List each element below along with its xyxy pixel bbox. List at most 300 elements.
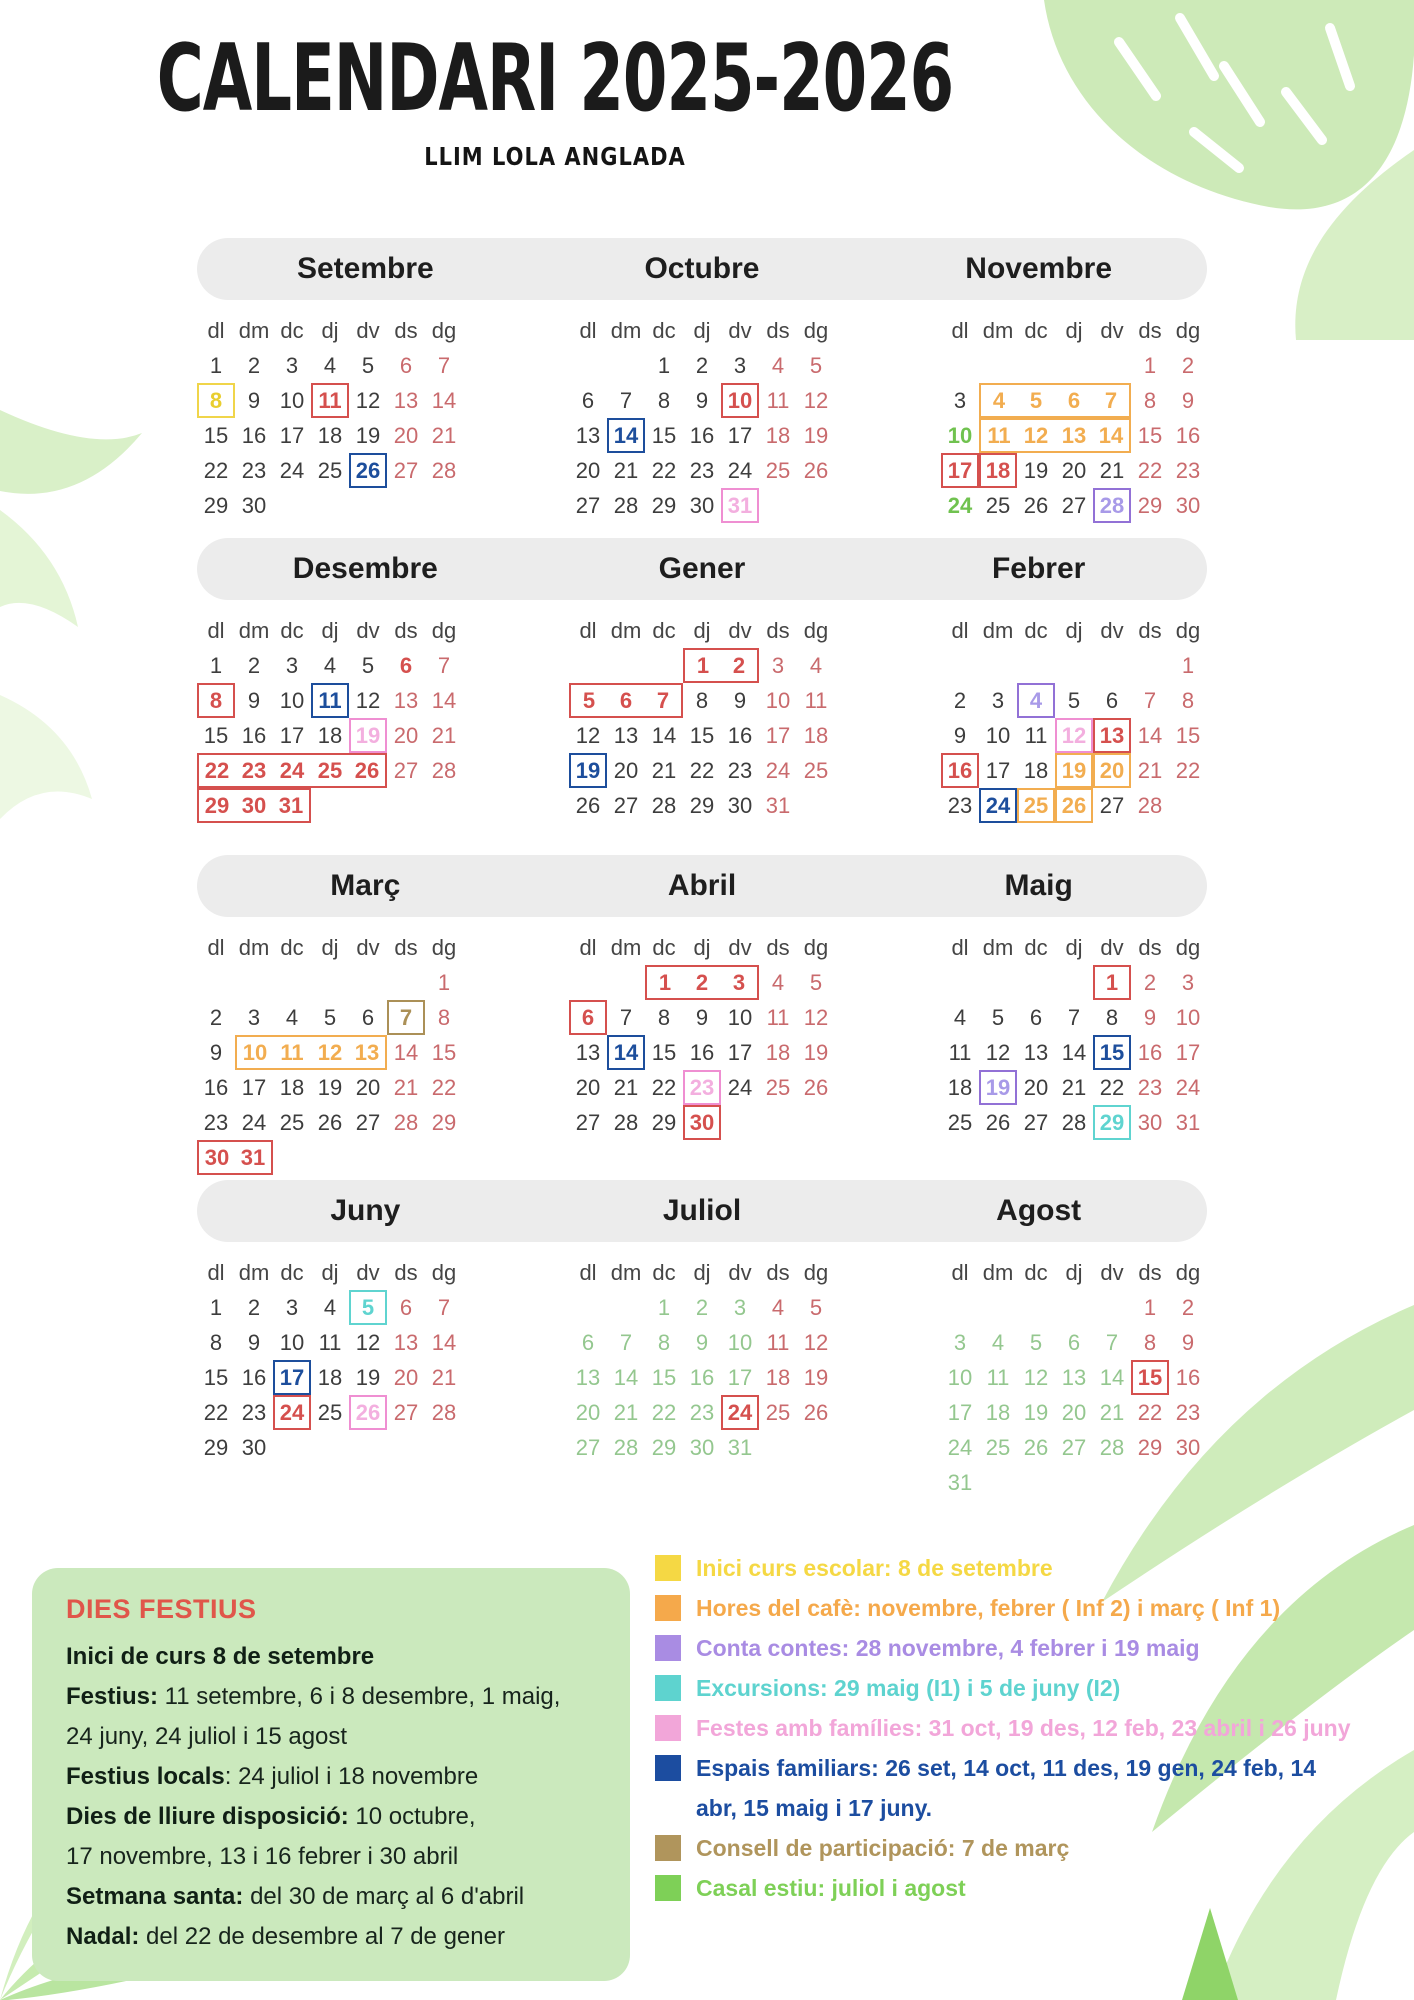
day-cell: 3 — [285, 1295, 299, 1320]
day-cell: 29 — [1137, 493, 1163, 518]
day-cell: 3 — [285, 353, 299, 378]
month-grid — [941, 613, 1207, 823]
festius-line — [66, 1757, 596, 1797]
empty-cell — [273, 965, 311, 1000]
day-cell: 13 — [613, 723, 639, 748]
day-header: dc — [1024, 935, 1048, 960]
day-cell: 5 — [361, 353, 375, 378]
month-grid — [197, 313, 463, 523]
day-header: dc — [652, 618, 676, 643]
day-cell: 1 — [209, 353, 223, 378]
calendar-row — [197, 538, 1207, 823]
day-header: dm — [238, 318, 270, 343]
empty-cell — [941, 1290, 979, 1325]
empty-cell — [607, 965, 645, 1000]
day-cell: 15 — [651, 1040, 677, 1065]
day-cell: 1 — [657, 1295, 671, 1320]
empty-cell — [941, 648, 979, 683]
day-header: ds — [766, 318, 790, 343]
day-cell: 14 — [613, 1365, 639, 1390]
empty-cell — [645, 648, 683, 683]
day-header: ds — [394, 935, 418, 960]
day-cell: 10 — [1175, 1005, 1201, 1030]
day-cell: 23 — [1175, 458, 1201, 483]
day-cell: 18 — [765, 1365, 791, 1390]
day-header: dm — [982, 618, 1014, 643]
day-header: ds — [1138, 318, 1162, 343]
festius-label: Festius locals — [66, 1763, 225, 1790]
day-header: dm — [982, 1260, 1014, 1285]
empty-cell — [569, 648, 607, 683]
day-cell: 6 — [581, 388, 595, 413]
legend-item — [655, 1588, 1363, 1628]
day-header: dl — [207, 1260, 225, 1285]
day-cell: 1 — [209, 653, 223, 678]
day-cell: 17 — [241, 1075, 267, 1100]
day-cell: 28 — [613, 1110, 639, 1135]
day-header: dl — [951, 318, 969, 343]
empty-cell — [979, 965, 1017, 1000]
day-cell: 23 — [947, 793, 973, 818]
day-header: dj — [1065, 618, 1083, 643]
day-cell: 13 — [349, 1035, 387, 1070]
day-cell: 8 — [437, 1005, 451, 1030]
day-cell: 15 — [203, 723, 229, 748]
day-cell: 17 — [273, 1360, 311, 1395]
day-cell: 20 — [355, 1075, 381, 1100]
day-cell: 29 — [1137, 1435, 1163, 1460]
day-cell: 29 — [651, 493, 677, 518]
empty-cell — [979, 1290, 1017, 1325]
legend-text: Casal estiu: juliol i agost — [696, 1875, 966, 1901]
day-cell: 17 — [279, 423, 305, 448]
day-cell: 10 — [985, 723, 1011, 748]
day-cell: 10 — [765, 688, 791, 713]
day-cell: 6 — [361, 1005, 375, 1030]
day-cell: 9 — [695, 1005, 709, 1030]
day-header: dg — [431, 618, 457, 643]
day-cell: 4 — [771, 353, 785, 378]
day-cell: 17 — [727, 1365, 753, 1390]
day-cell: 16 — [1137, 1040, 1163, 1065]
day-cell: 10 — [279, 1330, 305, 1355]
day-header: dg — [803, 618, 829, 643]
day-cell: 5 — [991, 1005, 1005, 1030]
day-cell: 20 — [1093, 753, 1131, 788]
day-cell: 14 — [607, 1035, 645, 1070]
empty-cell — [1055, 348, 1093, 383]
day-cell: 24 — [721, 1395, 759, 1430]
day-cell: 4 — [771, 1295, 785, 1320]
day-header: dj — [321, 318, 339, 343]
day-cell: 21 — [1061, 1075, 1087, 1100]
day-cell: 25 — [311, 753, 349, 788]
day-cell: 20 — [575, 1400, 601, 1425]
legend-text: Inici curs escolar: 8 de setembre — [696, 1555, 1053, 1581]
day-header: dv — [356, 935, 380, 960]
month-title: Octubre — [644, 252, 760, 285]
day-cell: 12 — [355, 1330, 381, 1355]
day-cell: 14 — [431, 1330, 457, 1355]
day-cell: 14 — [1061, 1040, 1087, 1065]
day-cell: 31 — [235, 1140, 273, 1175]
day-cell: 7 — [1105, 1330, 1119, 1355]
day-cell: 4 — [771, 970, 785, 995]
day-header: dv — [1100, 1260, 1124, 1285]
day-cell: 31 — [273, 788, 311, 823]
day-cell: 3 — [721, 965, 759, 1000]
month-header-band — [197, 1180, 1207, 1242]
festius-label: Setmana santa: — [66, 1883, 244, 1910]
day-cell: 29 — [651, 1110, 677, 1135]
day-header: dj — [693, 618, 711, 643]
empty-cell — [607, 348, 645, 383]
day-cell: 10 — [279, 388, 305, 413]
day-header: ds — [394, 1260, 418, 1285]
day-cell: 25 — [947, 1110, 973, 1135]
day-cell: 13 — [1055, 418, 1093, 453]
day-header: dg — [431, 1260, 457, 1285]
day-cell: 2 — [721, 648, 759, 683]
day-cell: 11 — [948, 1040, 972, 1065]
day-cell: 8 — [695, 688, 709, 713]
day-cell: 15 — [1137, 423, 1163, 448]
day-cell: 16 — [241, 723, 267, 748]
day-cell: 30 — [241, 1435, 267, 1460]
month-title: Desembre — [292, 552, 438, 585]
day-cell: 22 — [1137, 1400, 1163, 1425]
day-cell: 5 — [809, 970, 823, 995]
festius-label: Inici de curs 8 de setembre — [66, 1643, 375, 1670]
day-cell: 9 — [953, 723, 967, 748]
day-cell: 25 — [279, 1110, 305, 1135]
day-cell: 13 — [1061, 1365, 1087, 1390]
day-cell: 3 — [1181, 970, 1195, 995]
festius-line — [66, 1917, 596, 1957]
day-cell: 17 — [727, 423, 753, 448]
calendar-row — [197, 1180, 1207, 1500]
day-cell: 18 — [985, 1400, 1011, 1425]
day-cell: 28 — [651, 793, 677, 818]
day-cell: 28 — [431, 458, 457, 483]
day-cell: 18 — [803, 723, 829, 748]
day-header: dc — [652, 1260, 676, 1285]
legend-item — [655, 1548, 1363, 1588]
day-cell: 30 — [1175, 493, 1201, 518]
day-cell: 24 — [727, 458, 753, 483]
day-cell: 6 — [399, 1295, 413, 1320]
day-cell: 21 — [431, 1365, 457, 1390]
empty-cell — [1093, 648, 1131, 683]
day-cell: 28 — [1061, 1110, 1087, 1135]
day-header: dg — [1175, 935, 1201, 960]
day-cell: 7 — [1143, 688, 1157, 713]
month-title: Abril — [667, 869, 737, 902]
day-cell: 5 — [1029, 1330, 1043, 1355]
day-header: dj — [1065, 1260, 1083, 1285]
empty-cell — [235, 965, 273, 1000]
day-cell: 14 — [431, 688, 457, 713]
day-cell: 15 — [203, 1365, 229, 1390]
day-header: dm — [238, 1260, 270, 1285]
day-cell: 15 — [689, 723, 715, 748]
day-cell: 23 — [241, 458, 267, 483]
day-header: ds — [394, 318, 418, 343]
day-cell: 7 — [437, 353, 451, 378]
day-cell: 17 — [985, 758, 1011, 783]
day-cell: 7 — [619, 388, 633, 413]
month-header-band — [197, 538, 1207, 600]
day-header: ds — [1138, 935, 1162, 960]
day-header: dc — [280, 935, 304, 960]
day-cell: 3 — [953, 388, 967, 413]
festius-text: 11 setembre, 6 i 8 desembre, 1 maig, — [158, 1683, 561, 1710]
day-header: dg — [1175, 1260, 1201, 1285]
day-cell: 22 — [1137, 458, 1163, 483]
day-cell: 26 — [349, 753, 387, 788]
empty-cell — [1017, 1290, 1055, 1325]
month-grid — [569, 1255, 835, 1500]
day-cell: 10 — [727, 1330, 753, 1355]
day-header: ds — [1138, 1260, 1162, 1285]
day-header: dj — [1065, 935, 1083, 960]
day-cell: 23 — [1137, 1075, 1163, 1100]
day-cell: 1 — [1181, 653, 1195, 678]
day-cell: 7 — [387, 1000, 425, 1035]
day-cell: 18 — [765, 423, 791, 448]
day-cell: 18 — [279, 1075, 305, 1100]
month-header-band — [197, 238, 1207, 300]
day-cell: 31 — [721, 488, 759, 523]
day-cell: 17 — [947, 1400, 973, 1425]
festius-text: del 22 de desembre al 7 de gener — [139, 1923, 505, 1950]
month-row-grids — [197, 1255, 1207, 1500]
day-cell: 11 — [273, 1035, 311, 1070]
day-header: dv — [356, 318, 380, 343]
day-cell: 7 — [1093, 383, 1131, 418]
day-header: dv — [728, 318, 752, 343]
legend-swatch — [655, 1635, 681, 1661]
empty-cell — [197, 965, 235, 1000]
day-cell: 19 — [803, 423, 829, 448]
day-cell: 25 — [765, 458, 791, 483]
day-cell: 3 — [991, 688, 1005, 713]
day-cell: 31 — [947, 1470, 973, 1495]
empty-cell — [979, 648, 1017, 683]
day-cell: 4 — [991, 1330, 1005, 1355]
festius-text: 17 novembre, 13 i 16 febrer i 30 abril — [66, 1843, 459, 1870]
empty-cell — [569, 1290, 607, 1325]
festius-line — [66, 1797, 596, 1837]
day-cell: 25 — [317, 1400, 343, 1425]
day-cell: 8 — [1105, 1005, 1119, 1030]
day-cell: 14 — [393, 1040, 419, 1065]
day-header: ds — [766, 618, 790, 643]
day-header: dc — [280, 618, 304, 643]
month-grid — [569, 930, 835, 1175]
day-cell: 23 — [241, 1400, 267, 1425]
day-header: dc — [1024, 318, 1048, 343]
day-cell: 20 — [393, 723, 419, 748]
day-header: dg — [803, 1260, 829, 1285]
day-cell: 21 — [431, 723, 457, 748]
day-cell: 10 — [947, 423, 973, 448]
day-cell: 9 — [733, 688, 747, 713]
dies-festius-title: DIES FESTIUS — [66, 1594, 257, 1624]
day-cell: 8 — [657, 1005, 671, 1030]
day-cell: 19 — [1055, 753, 1093, 788]
day-cell: 3 — [953, 1330, 967, 1355]
day-header: dv — [728, 935, 752, 960]
day-header: dm — [238, 618, 270, 643]
day-header: dl — [207, 935, 225, 960]
month-title: Gener — [658, 552, 746, 585]
day-header: ds — [394, 618, 418, 643]
festius-line — [66, 1677, 596, 1717]
day-cell: 8 — [197, 683, 235, 718]
day-cell: 28 — [393, 1110, 419, 1135]
month-title: Agost — [996, 1194, 1082, 1227]
day-cell: 28 — [1137, 793, 1163, 818]
day-cell: 6 — [1105, 688, 1119, 713]
day-cell: 14 — [1137, 723, 1163, 748]
day-cell: 23 — [203, 1110, 229, 1135]
month-grid — [941, 930, 1207, 1175]
day-cell: 23 — [689, 1400, 715, 1425]
day-header: dc — [280, 318, 304, 343]
legend-text: Excursions: 29 maig (I1) i 5 de juny (I2) — [696, 1675, 1121, 1701]
day-cell: 25 — [765, 1400, 791, 1425]
day-cell: 23 — [235, 753, 273, 788]
day-cell: 24 — [765, 758, 791, 783]
day-cell: 30 — [683, 1105, 721, 1140]
month-grid — [197, 613, 463, 823]
day-cell: 1 — [645, 965, 683, 1000]
day-cell: 22 — [689, 758, 715, 783]
day-cell: 7 — [645, 683, 683, 718]
festius-line — [66, 1837, 596, 1877]
day-cell: 2 — [683, 965, 721, 1000]
day-cell: 30 — [727, 793, 753, 818]
day-cell: 28 — [1093, 488, 1131, 523]
day-header: dm — [610, 318, 642, 343]
day-header: dj — [321, 935, 339, 960]
calendar-row — [197, 855, 1207, 1175]
month-title: Maig — [1004, 869, 1073, 902]
day-cell: 27 — [393, 458, 419, 483]
day-cell: 16 — [941, 753, 979, 788]
legend-swatch — [655, 1875, 681, 1901]
day-cell: 7 — [619, 1330, 633, 1355]
empty-cell — [1017, 348, 1055, 383]
day-cell: 15 — [651, 1365, 677, 1390]
day-cell: 19 — [803, 1365, 829, 1390]
day-cell: 6 — [569, 1000, 607, 1035]
day-header: dm — [982, 935, 1014, 960]
day-cell: 19 — [1023, 1400, 1049, 1425]
day-cell: 6 — [399, 353, 413, 378]
day-cell: 20 — [575, 1075, 601, 1100]
empty-cell — [1017, 965, 1055, 1000]
day-cell: 28 — [1099, 1435, 1125, 1460]
day-cell: 23 — [683, 1070, 721, 1105]
day-header: dj — [693, 318, 711, 343]
day-cell: 5 — [569, 683, 607, 718]
day-cell: 4 — [323, 353, 337, 378]
day-cell: 17 — [941, 453, 979, 488]
day-header: dv — [1100, 618, 1124, 643]
day-cell: 30 — [241, 493, 267, 518]
day-cell: 30 — [197, 1140, 235, 1175]
day-cell: 5 — [361, 653, 375, 678]
day-cell: 18 — [317, 723, 343, 748]
month-row-grids — [197, 313, 1207, 523]
legend-item — [655, 1748, 1363, 1828]
day-cell: 27 — [1061, 1435, 1087, 1460]
day-header: dl — [951, 618, 969, 643]
day-cell: 26 — [1023, 1435, 1049, 1460]
day-cell: 12 — [1017, 418, 1055, 453]
day-header: dc — [1024, 618, 1048, 643]
month-title: Novembre — [965, 252, 1113, 285]
day-cell: 12 — [803, 388, 829, 413]
day-cell: 2 — [1181, 1295, 1195, 1320]
legend — [655, 1548, 1363, 1908]
day-cell: 20 — [1061, 1400, 1087, 1425]
day-cell: 31 — [727, 1435, 753, 1460]
day-cell: 21 — [1099, 458, 1125, 483]
day-cell: 21 — [1099, 1400, 1125, 1425]
day-cell: 6 — [581, 1330, 595, 1355]
day-cell: 5 — [323, 1005, 337, 1030]
day-cell: 13 — [1093, 718, 1131, 753]
festius-text: 24 juny, 24 juliol i 15 agost — [66, 1723, 348, 1750]
day-cell: 27 — [575, 1435, 601, 1460]
month-grid — [569, 313, 835, 523]
day-cell: 18 — [317, 423, 343, 448]
day-cell: 1 — [1143, 1295, 1157, 1320]
day-cell: 16 — [241, 1365, 267, 1390]
day-cell: 4 — [1017, 683, 1055, 718]
empty-cell — [569, 965, 607, 1000]
day-cell: 29 — [431, 1110, 457, 1135]
empty-cell — [1055, 965, 1093, 1000]
day-header: dg — [803, 318, 829, 343]
day-cell: 9 — [247, 388, 261, 413]
day-cell: 15 — [1093, 1035, 1131, 1070]
day-cell: 21 — [393, 1075, 419, 1100]
day-header: dl — [951, 1260, 969, 1285]
day-cell: 30 — [1175, 1435, 1201, 1460]
day-cell: 16 — [689, 1040, 715, 1065]
month-grid — [569, 613, 835, 823]
day-cell: 30 — [1137, 1110, 1163, 1135]
legend-swatch — [655, 1715, 681, 1741]
day-cell: 26 — [317, 1110, 343, 1135]
day-cell: 27 — [1099, 793, 1125, 818]
day-cell: 21 — [613, 1400, 639, 1425]
day-cell: 11 — [766, 1330, 790, 1355]
day-header: dl — [579, 318, 597, 343]
day-cell: 13 — [575, 1040, 601, 1065]
festius-label: Festius: — [66, 1683, 159, 1710]
day-cell: 11 — [766, 1005, 790, 1030]
day-cell: 6 — [607, 683, 645, 718]
day-cell: 31 — [1175, 1110, 1201, 1135]
day-cell: 7 — [619, 1005, 633, 1030]
day-cell: 9 — [209, 1040, 223, 1065]
day-cell: 8 — [197, 383, 235, 418]
